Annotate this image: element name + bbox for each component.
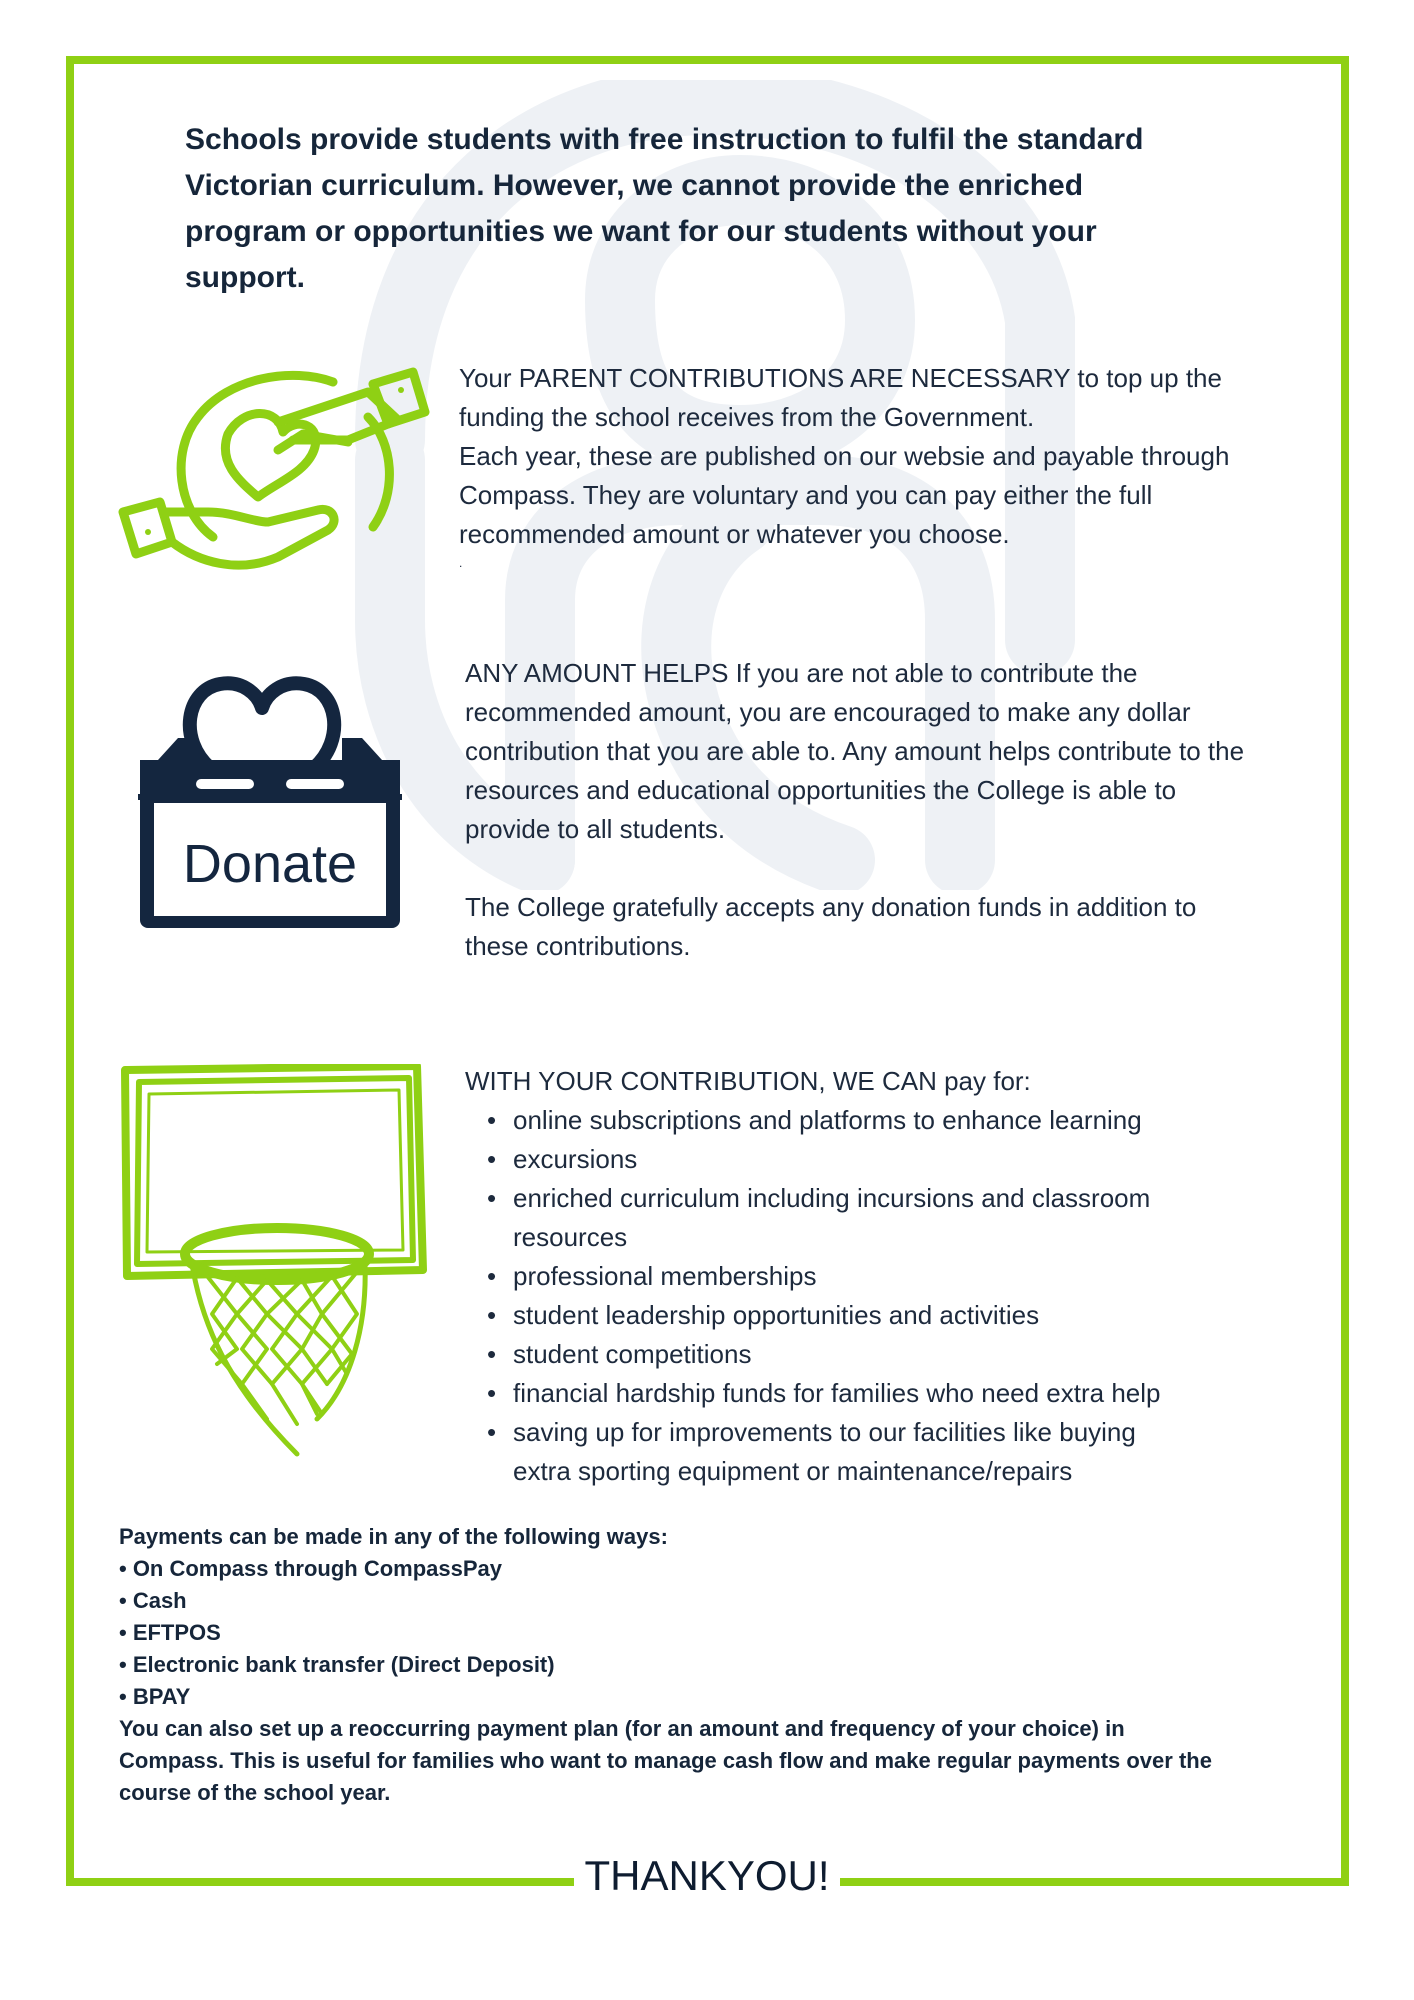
list-item (465, 1335, 1345, 1374)
list-item-text: • student competitions (513, 1339, 752, 1369)
text-line: these contributions. (465, 931, 691, 961)
benefits-list (465, 1101, 1345, 1491)
list-item-text: • saving up for improvements to our facilities like buying (513, 1417, 1136, 1447)
payment-line: • Electronic bank transfer (Direct Deposit) (119, 1652, 555, 1677)
list-item-text: extra sporting equipment or maintenance/repairs (513, 1456, 1073, 1486)
list-item (465, 1296, 1345, 1335)
intro-paragraph (185, 117, 1295, 301)
list-item-text: • professional memberships (513, 1261, 817, 1291)
payment-line: • EFTPOS (119, 1620, 221, 1645)
text-line: Compass. They are voluntary and you can pay either the full (459, 480, 1153, 510)
list-item-text: resources (513, 1222, 628, 1252)
text-line: resources and educational opportunities the College is able to (465, 775, 1177, 805)
list-item (465, 1413, 1345, 1491)
text-line: provide to all students. (465, 814, 726, 844)
intro-line: program or opportunities we want for our students without your (185, 215, 1097, 248)
list-item-text: • online subscriptions and platforms to enhance learning (513, 1105, 1142, 1135)
payment-line: Payments can be made in any of the following ways: (119, 1524, 668, 1549)
list-item (465, 1374, 1345, 1413)
any-amount-helps-text (465, 654, 1345, 966)
list-item (465, 1140, 1345, 1179)
contribution-uses-text (465, 1062, 1345, 1491)
text-line: recommended amount or whatever you choose. (459, 519, 1010, 549)
intro-line: support. (185, 261, 305, 294)
list-item-text: • student leadership opportunities and activities (513, 1300, 1040, 1330)
intro-line: Schools provide students with free instruction to fulfil the standard (185, 123, 1144, 156)
text-line: Each year, these are published on our websie and payable through (459, 441, 1230, 471)
text-line: Your PARENT CONTRIBUTIONS ARE NECESSARY to top up the (459, 363, 1222, 393)
intro-line: Victorian curriculum. However, we cannot provide the enriched (185, 169, 1084, 202)
text-line: recommended amount, you are encouraged to make any dollar (465, 697, 1191, 727)
text-line: The College gratefully accepts any donation funds in addition to (465, 892, 1197, 922)
list-item (465, 1101, 1345, 1140)
text-line: ANY AMOUNT HELPS If you are not able to contribute the (465, 658, 1138, 688)
list-item (465, 1257, 1345, 1296)
parent-contributions-text (459, 359, 1339, 572)
list-item (465, 1179, 1345, 1257)
list-item-text: • excursions (513, 1144, 638, 1174)
text-line: contribution that you are able to. Any amount helps contribute to the (465, 736, 1245, 766)
payment-line: • On Compass through CompassPay (119, 1556, 502, 1581)
contribution-uses-heading: WITH YOUR CONTRIBUTION, WE CAN pay for: (465, 1066, 1031, 1096)
text-line: funding the school receives from the Government. (459, 402, 1035, 432)
basketball-hoop-icon (117, 1064, 437, 1464)
page-border-bottom-left (66, 1878, 574, 1886)
payment-line: Compass. This is useful for families who want to manage cash flow and make regular payments over the (119, 1748, 1212, 1773)
payment-line: • BPAY (119, 1684, 191, 1709)
payment-line: • Cash (119, 1588, 187, 1613)
list-item-text: • financial hardship funds for families who need extra help (513, 1378, 1161, 1408)
hand-giving-heart-icon (118, 362, 438, 584)
donate-label: Donate (182, 834, 358, 894)
payment-line: You can also set up a reoccurring payment plan (for an amount and frequency of your choice) in (119, 1716, 1125, 1741)
page-border-bottom-right (840, 1878, 1349, 1886)
payment-line: course of the school year. (119, 1780, 391, 1805)
thank-you-footer: THANKYOU! (574, 1846, 840, 1906)
trailing-dot: . (459, 556, 463, 570)
list-item-text: • enriched curriculum including incursions and classroom (513, 1183, 1151, 1213)
payment-methods (119, 1521, 1319, 1809)
donate-box-icon (138, 660, 403, 930)
